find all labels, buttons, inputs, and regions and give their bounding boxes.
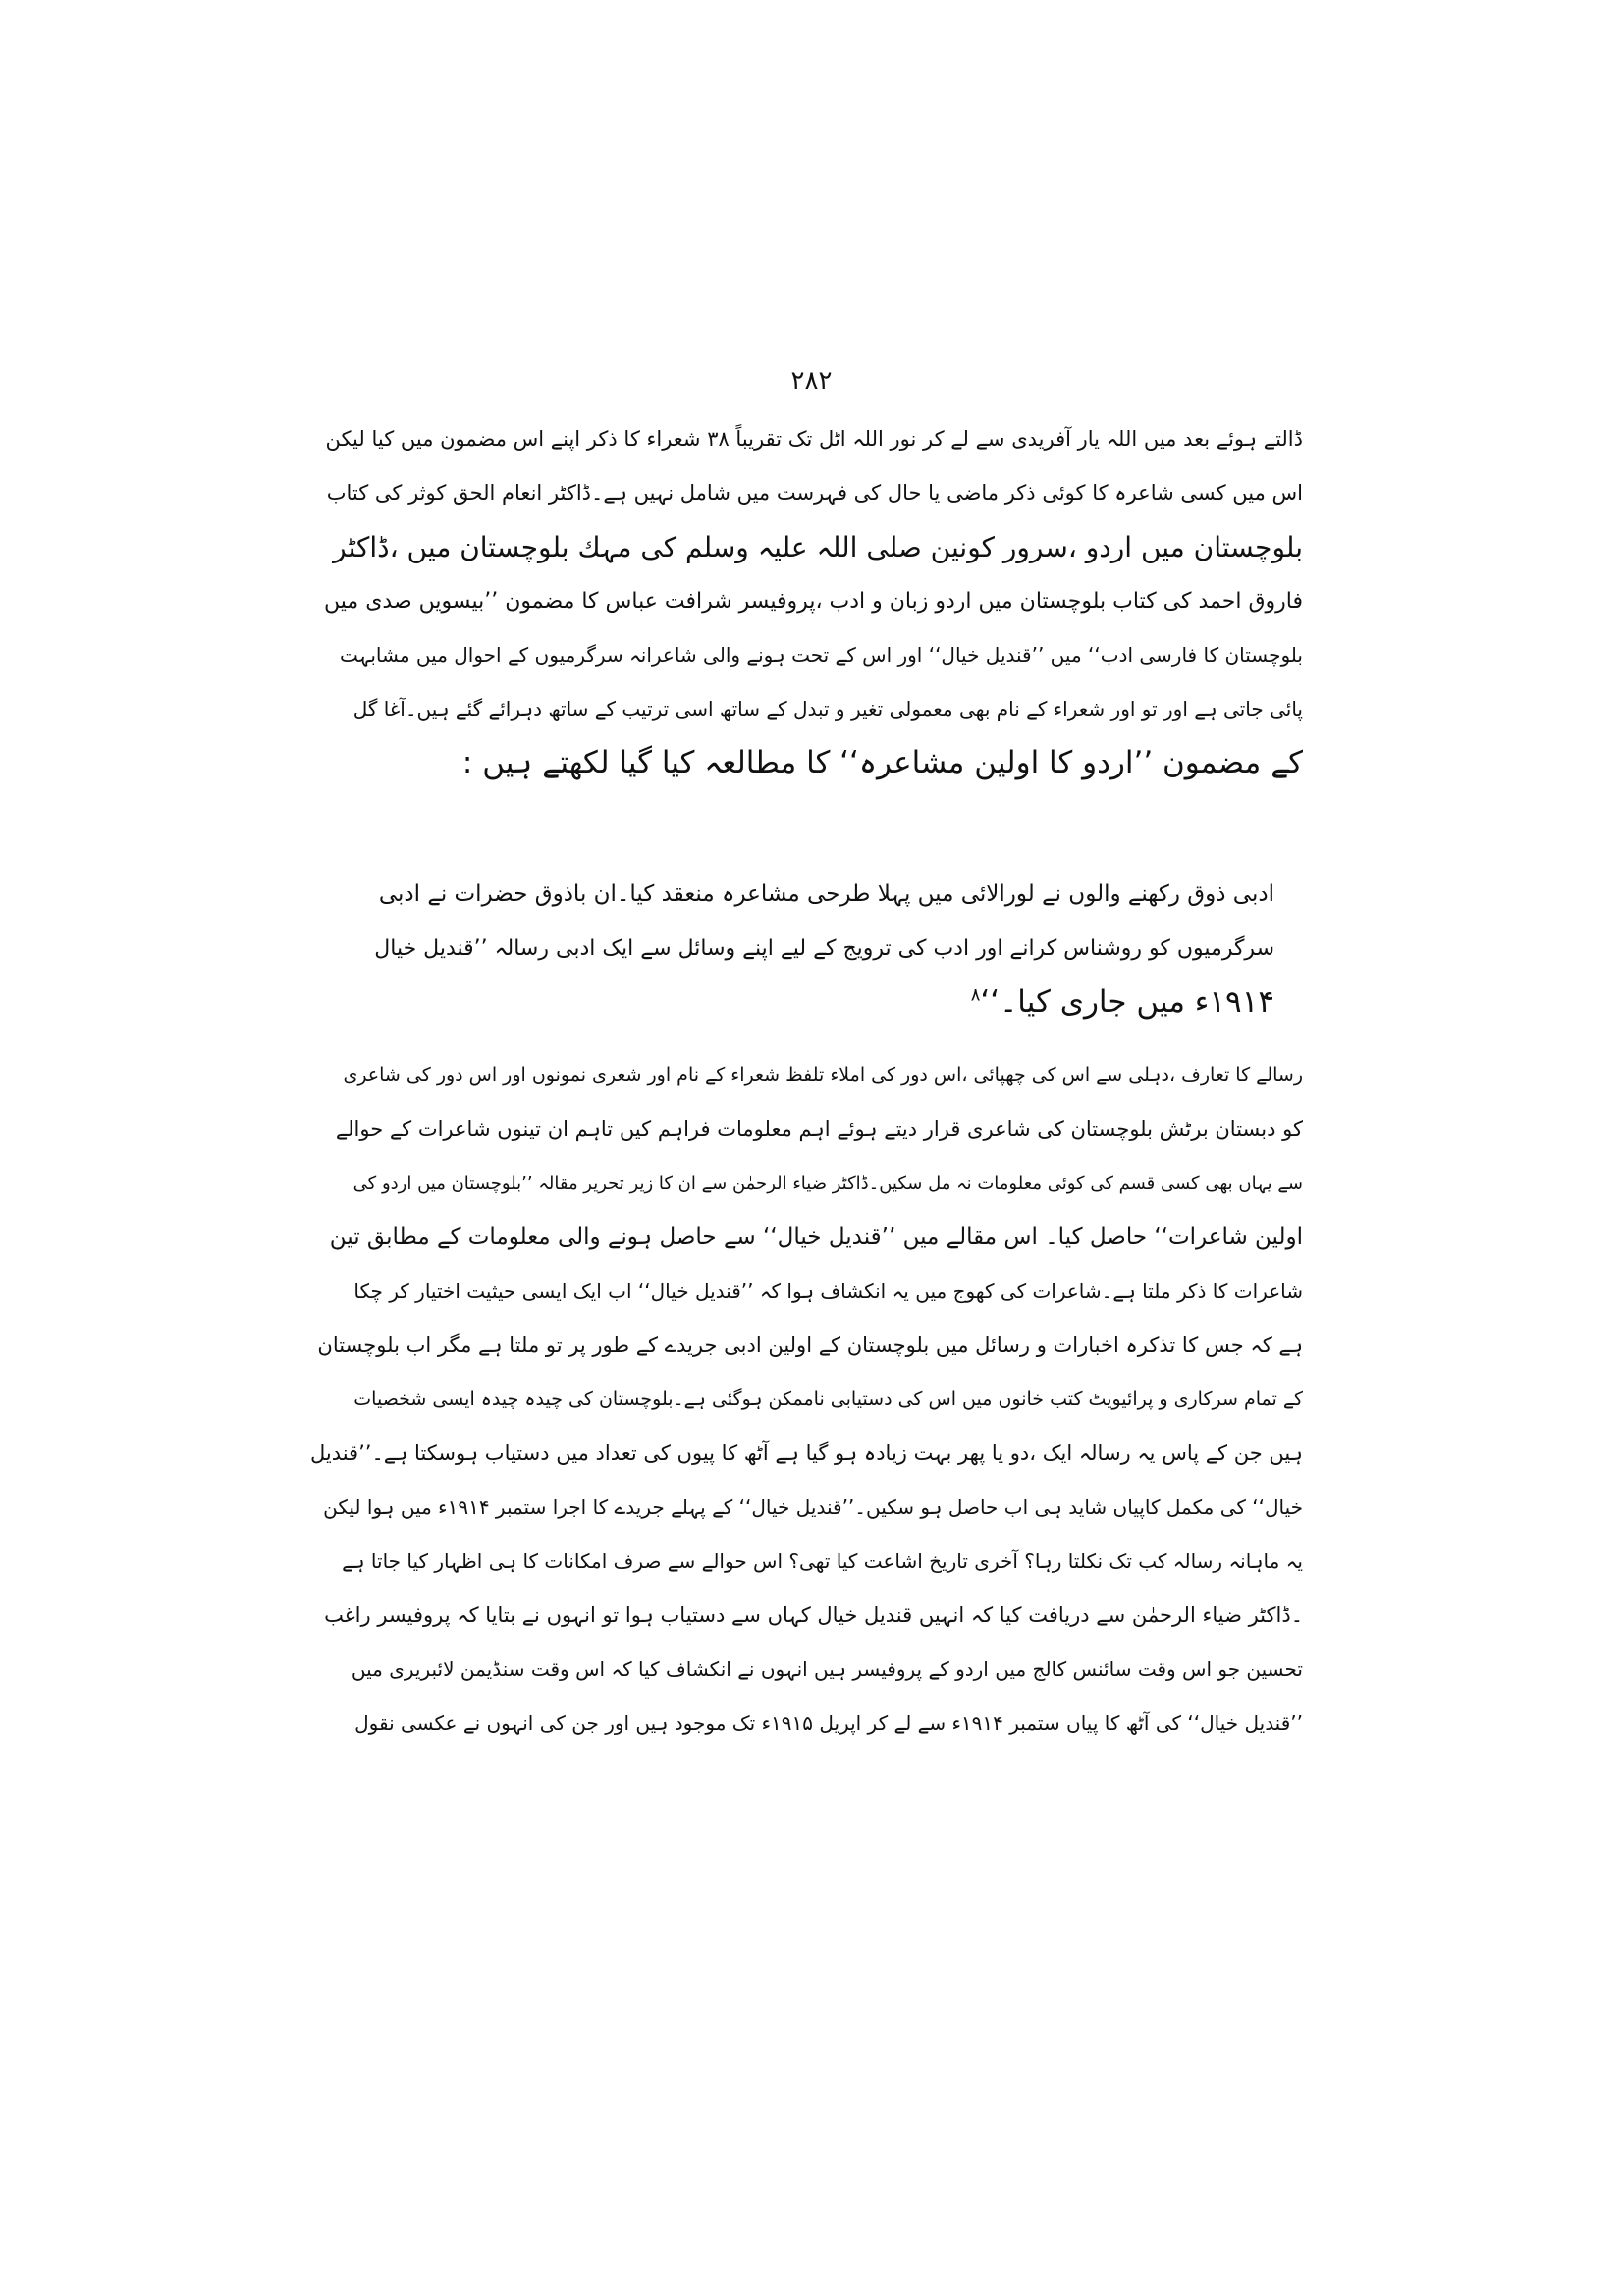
text-line: ۔ڈاکٹر ضیاء الرحمٰن سے دریافت کیا کہ انہیں قندیل خیال کہاں سے دستیاب ہوا تو انہوں نے بتایا کہ پروفیسر راغب <box>324 1603 1303 1627</box>
text-line: ہے کہ جس کا تذکرہ اخبارات و رسائل میں بلوچستان کے اولین ادبی جریدے کے طور پر تو ملتا ہے مگر اب بلوچستان <box>317 1333 1303 1357</box>
text-line: تحسین جو اس وقت سائنس کالج میں اردو کے پروفیسر ہیں انہوں نے انکشاف کیا کہ اس وقت سنڈیمن لائبریری میں <box>351 1657 1303 1681</box>
text-line: کو دبستان برٹش بلوچستان کی شاعری قرار دیتے ہوئے اہم معلومات فراہم کیں تاہم ان تینوں شاعرات کے حوالے <box>335 1117 1303 1141</box>
text-line: رسالے کا تعارف ،دہلی سے اس کی چھپائی ،اس دور کی املاء تلفظ شعراء کے نام اور شعری نمونوں اور اس دور کی شاعری <box>343 1064 1303 1086</box>
paragraph-2 <box>309 1048 1303 1750</box>
block-quote <box>371 868 1274 1030</box>
text-line: ڈالتے ہوئے بعد میں اللہ یار آفریدی سے لے کر نور اللہ اٹل تک تقریباً ۳۸ شعراء کا ذکر اپنے اس مضمون میں کیا لیکن <box>325 427 1303 451</box>
text-line: فاروق احمد کی کتاب بلوچستان میں اردو زبان و ادب ،پروفیسر شرافت عباس کا مضمون ’’بیسویں صدی میں <box>324 589 1303 614</box>
text-line: کے مضمون ’’اردو کا اولین مشاعرہ‘‘ کا مطالعہ کیا گیا لکھتے ہیں : <box>461 745 1303 780</box>
text-line: پائی جاتی ہے اور تو اور شعراء کے نام بھی معمولی تغیر و تبدل کے ساتھ اسی ترتیب کے ساتھ دہرائے گئے ہیں۔آغا گل <box>352 697 1303 721</box>
text-line: اولین شاعرات‘‘ حاصل کیا۔ اس مقالے میں ’’قندیل خیال‘‘ سے حاصل ہونے والی معلومات کے مطابق تین <box>329 1224 1303 1250</box>
quote-line-last <box>371 976 1274 1030</box>
quote-line-text: ۱۹۱۴ء میں جاری کیا۔‘‘ <box>980 985 1274 1020</box>
text-line: بلوچستان میں اردو ،سرور کونین صلی اللہ علیہ وسلم کی مہك بلوچستان میں ،ڈاکٹر <box>333 531 1303 563</box>
text-line: ہیں جن کے پاس یہ رسالہ ایک ،دو یا پھر بہت زیادہ ہو گیا ہے آٹھ کا پیوں کی تعداد میں دستیاب ہوسکتا ہے۔’’قندیل <box>309 1441 1303 1465</box>
footnote-mark: ۸ <box>970 985 981 1006</box>
page-number: ۲۸۲ <box>790 366 833 396</box>
text-line: سے یہاں بھی کسی قسم کی کوئی معلومات نہ مل سکیں۔ڈاکٹر ضیاء الرحمٰن سے ان کا زیر تحریر مقالہ ’’بلوچستان میں اردو کی <box>352 1173 1303 1194</box>
text-line: شاعرات کا ذکر ملتا ہے۔شاعرات کی کھوج میں یہ انکشاف ہوا کہ ’’قندیل خیال‘‘ اب ایک ایسی حیثیت اختیار کر چکا <box>353 1279 1303 1303</box>
quote-line: سرگرمیوں کو روشناس کرانے اور ادب کی ترویج کے لیے اپنے وسائل سے ایک ادبی رسالہ ’’قندیل خیال <box>374 936 1274 961</box>
text-line: اس میں کسی شاعرہ کا کوئی ذکر ماضی یا حال کی فہرست میں شامل نہیں ہے۔ڈاکٹر انعام الحق کوثر کی کتاب <box>326 481 1303 505</box>
quote-line: ادبی ذوق رکھنے والوں نے لورالائی میں پہلا طرحی مشاعرہ منعقد کیا۔ان باذوق حضرات نے ادبی <box>378 881 1274 907</box>
text-line: بلوچستان کا فارسی ادب‘‘ میں ’’قندیل خیال‘‘ اور اس کے تحت ہونے والی شاعرانہ سرگرمیوں کے احوال میں مشابہت <box>340 643 1303 667</box>
text-line: خیال‘‘ کی مکمل کاپیاں شاید ہی اب حاصل ہو سکیں۔’’قندیل خیال‘‘ کے پہلے جریدے کا اجرا ستمبر ۱۹۱۴ء میں ہوا لیکن <box>323 1495 1303 1519</box>
paragraph-1 <box>309 412 1303 790</box>
text-line: کے تمام سرکاری و پرائیویٹ کتب خانوں میں اس کی دستیابی ناممکن ہوگئی ہے۔بلوچستان کی چیدہ چیدہ ایسی شخصیات <box>353 1388 1303 1410</box>
text-line: ’’قندیل خیال‘‘ کی آٹھ کا پیاں ستمبر ۱۹۱۴ء سے لے کر اپریل ۱۹۱۵ء تک موجود ہیں اور جن کی انہوں نے عکسی نقول <box>354 1711 1303 1735</box>
text-line: یہ ماہانہ رسالہ کب تک نکلتا رہا؟ آخری تاریخ اشاعت کیا تھی؟ اس حوالے سے صرف امکانات کا ہی اظہار کیا جاتا ہے <box>342 1549 1303 1573</box>
